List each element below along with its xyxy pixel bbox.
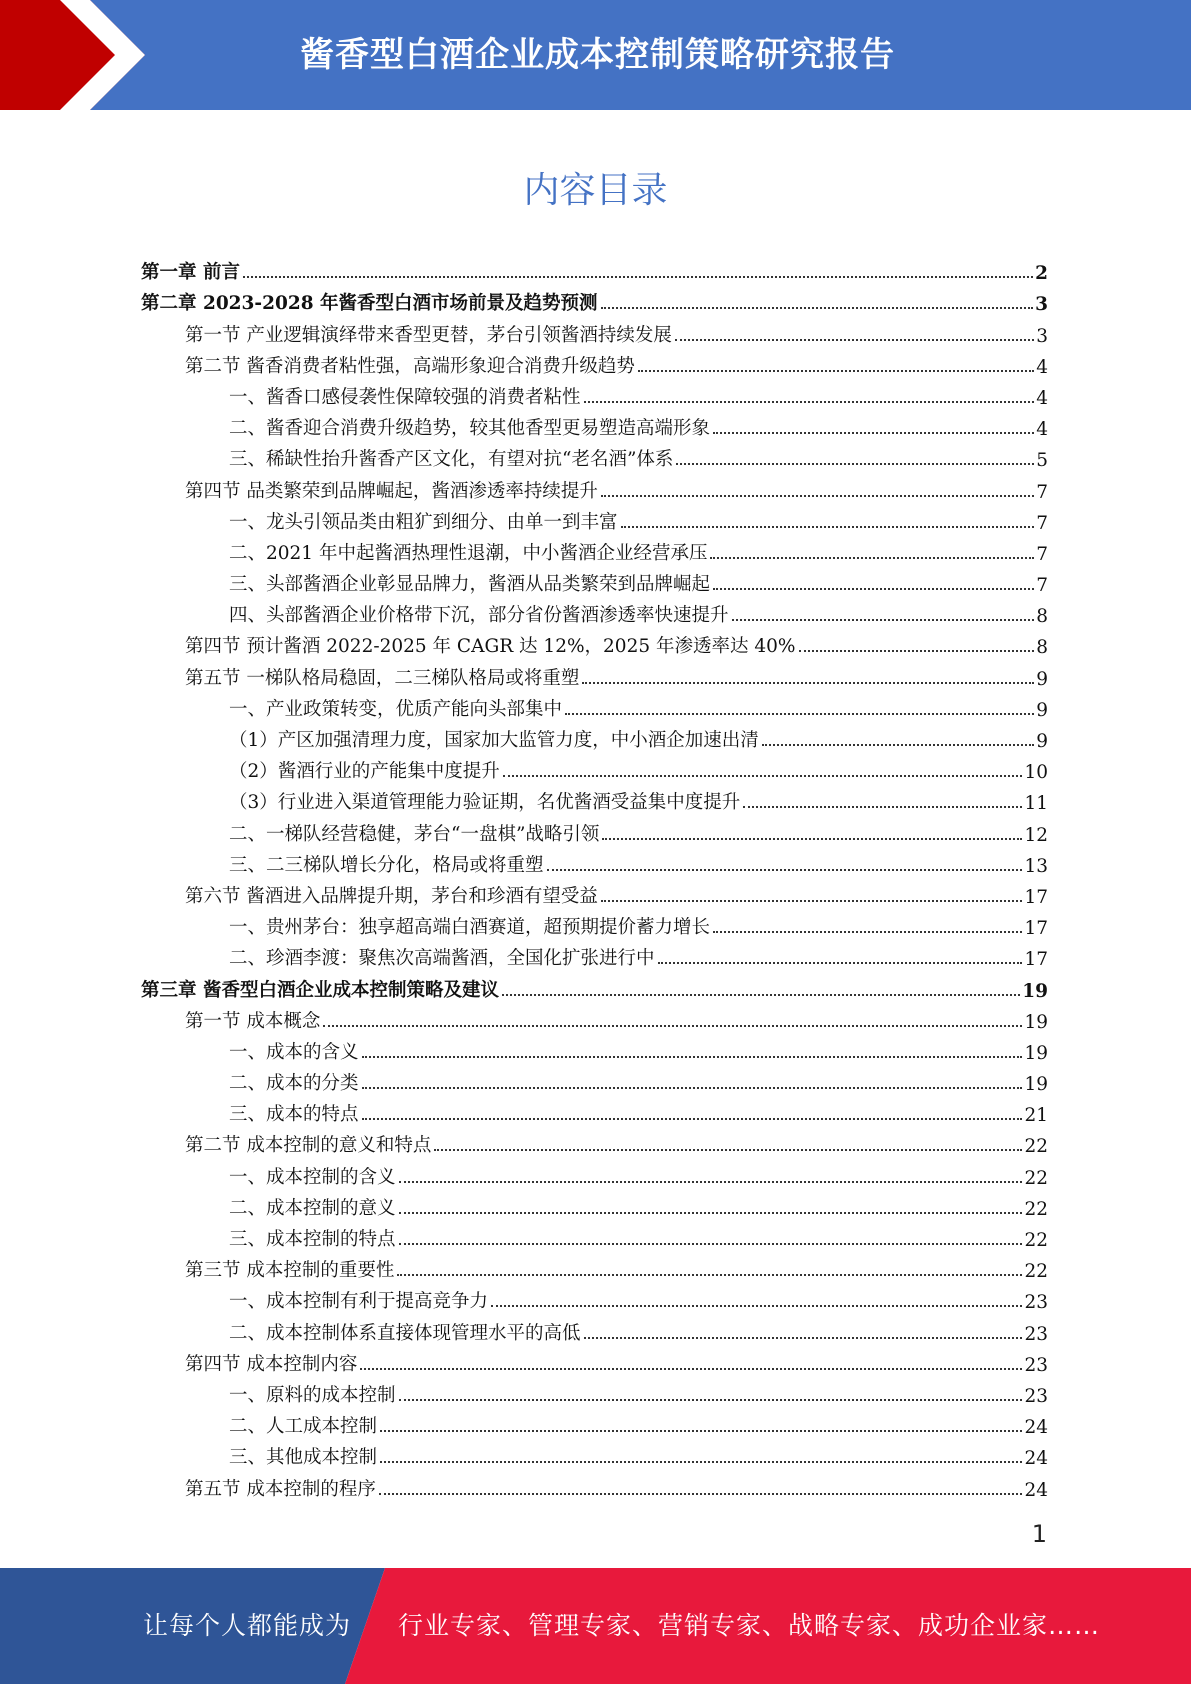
toc-entry-label: 一、成本控制的含义 <box>229 1166 396 1188</box>
toc-entry[interactable] <box>141 877 1048 908</box>
toc-entry-label: 二、人工成本控制 <box>229 1416 378 1438</box>
toc-entry[interactable] <box>141 284 1048 315</box>
toc-dot-leader <box>621 523 1035 528</box>
toc-dot-leader <box>713 585 1034 590</box>
toc-entry[interactable] <box>141 503 1048 534</box>
toc-entry-page: 4 <box>1036 419 1048 441</box>
toc-entry-page: 4 <box>1036 356 1048 378</box>
toc-entry[interactable] <box>141 814 1048 845</box>
toc-entry-page: 24 <box>1024 1448 1048 1470</box>
toc-entry[interactable] <box>141 1220 1048 1251</box>
table-of-contents <box>141 253 1048 1501</box>
toc-entry-page: 22 <box>1024 1261 1048 1283</box>
toc-entry-label: 一、贵州茅台：独享超高端白酒赛道，超预期提价蓄力增长 <box>229 917 711 939</box>
toc-entry-label: 一、成本的含义 <box>229 1041 359 1063</box>
toc-dot-leader <box>713 429 1034 434</box>
toc-entry-label: 一、龙头引领品类由粗犷到细分、由单一到丰富 <box>229 511 618 533</box>
toc-entry-page: 19 <box>1024 1074 1048 1096</box>
toc-entry-label: （2）酱酒行业的产能集中度提升 <box>229 761 500 783</box>
toc-entry-page: 7 <box>1036 512 1048 534</box>
toc-entry-page: 17 <box>1024 886 1048 908</box>
toc-entry-label: 一、酱香口感侵袭性保障较强的消费者粘性 <box>229 386 581 408</box>
toc-entry-page: 12 <box>1024 824 1048 846</box>
toc-entry-page: 7 <box>1036 575 1048 597</box>
toc-dot-leader <box>582 679 1034 684</box>
toc-entry[interactable] <box>141 970 1048 1001</box>
toc-entry-label: 二、珍酒李渡：聚焦次高端酱酒，全国化扩张进行中 <box>229 948 655 970</box>
toc-entry-label: 二、2021 年中起酱酒热理性退潮，中小酱酒企业经营承压 <box>229 542 708 564</box>
toc-entry-page: 19 <box>1024 1011 1048 1033</box>
toc-dot-leader <box>584 1334 1023 1339</box>
toc-dot-leader <box>602 835 1022 840</box>
toc-dot-leader <box>502 991 1020 996</box>
toc-dot-leader <box>503 772 1023 777</box>
toc-dot-leader <box>601 492 1034 497</box>
toc-entry[interactable] <box>141 1251 1048 1282</box>
footer-slogan-right: 行业专家、管理专家、营销专家、战略专家、成功企业家…… <box>398 1611 1101 1640</box>
report-header <box>0 0 1191 110</box>
toc-entry-label: 一、产业政策转变，优质产能向头部集中 <box>229 698 563 720</box>
toc-entry[interactable] <box>141 783 1048 814</box>
toc-dot-leader <box>362 1053 1023 1058</box>
toc-entry-label: 三、二三梯队增长分化，格局或将重塑 <box>229 854 544 876</box>
toc-entry[interactable] <box>141 1033 1048 1064</box>
toc-dot-leader <box>638 367 1034 372</box>
toc-dot-leader <box>243 273 1033 278</box>
toc-entry-page: 19 <box>1022 980 1048 1002</box>
toc-entry-label: 第二节 成本控制的意义和特点 <box>185 1135 432 1157</box>
toc-dot-leader <box>362 1084 1023 1089</box>
toc-dot-leader <box>399 1240 1023 1245</box>
toc-entry-label: 第五节 一梯队格局稳固，二三梯队格局或将重塑 <box>185 667 580 689</box>
toc-entry[interactable] <box>141 721 1048 752</box>
toc-entry[interactable] <box>141 1126 1048 1157</box>
toc-entry-label: 三、稀缺性抬升酱香产区文化，有望对抗“老名酒”体系 <box>229 449 674 471</box>
toc-entry[interactable] <box>141 471 1048 502</box>
page-number: 1 <box>1031 1520 1047 1548</box>
toc-entry-page: 22 <box>1024 1136 1048 1158</box>
toc-entry[interactable] <box>141 908 1048 939</box>
toc-entry-label: 第三章 酱香型白酒企业成本控制策略及建议 <box>141 979 499 1001</box>
toc-entry-page: 19 <box>1024 1042 1048 1064</box>
toc-dot-leader <box>360 1365 1022 1370</box>
toc-entry-label: 三、头部酱酒企业彰显品牌力，酱酒从品类繁荣到品牌崛起 <box>229 574 711 596</box>
toc-entry-label: （1）产区加强清理力度，国家加大监管力度，中小酒企加速出清 <box>229 730 759 751</box>
toc-entry-label: 第一节 产业逻辑演绎带来香型更替，茅台引领酱酒持续发展 <box>185 324 672 346</box>
toc-entry-label: 第四节 品类繁荣到品牌崛起，酱酒渗透率持续提升 <box>185 480 598 502</box>
toc-entry-label: 第五节 成本控制的程序 <box>185 1478 376 1500</box>
toc-entry[interactable] <box>141 1376 1048 1407</box>
toc-entry[interactable] <box>141 1095 1048 1126</box>
toc-dot-leader <box>713 928 1022 933</box>
footer-slogan-left: 让每个人都能成为 <box>143 1611 352 1640</box>
toc-entry-page: 11 <box>1024 793 1048 815</box>
toc-dot-leader <box>323 1022 1022 1027</box>
toc-entry-label: 第一节 成本概念 <box>185 1010 321 1032</box>
toc-entry[interactable] <box>141 1064 1048 1095</box>
toc-heading: 内容目录 <box>523 170 668 211</box>
toc-entry-page: 5 <box>1036 450 1048 472</box>
toc-entry-label: 第二章 2023-2028 年酱香型白酒市场前景及趋势预测 <box>141 293 598 315</box>
toc-dot-leader <box>547 866 1023 871</box>
toc-entry[interactable] <box>141 752 1048 783</box>
toc-entry-page: 9 <box>1036 668 1048 690</box>
toc-entry[interactable] <box>141 596 1048 627</box>
toc-dot-leader <box>710 554 1034 559</box>
toc-entry[interactable] <box>141 534 1048 565</box>
toc-entry-label: 三、成本的特点 <box>229 1104 359 1126</box>
toc-dot-leader <box>762 741 1034 746</box>
toc-entry-label: （3）行业进入渠道管理能力验证期，名优酱酒受益集中度提升 <box>229 792 741 814</box>
toc-entry-page: 22 <box>1024 1167 1048 1189</box>
toc-dot-leader <box>380 1458 1022 1463</box>
toc-entry[interactable] <box>141 1189 1048 1220</box>
toc-entry[interactable] <box>141 1407 1048 1438</box>
toc-entry-label: 第一章 前言 <box>141 262 240 284</box>
toc-entry-label: 四、头部酱酒企业价格带下沉，部分省份酱酒渗透率快速提升 <box>229 605 729 627</box>
toc-dot-leader <box>491 1302 1022 1307</box>
toc-dot-leader <box>397 1271 1022 1276</box>
toc-entry-label: 第六节 酱酒进入品牌提升期，茅台和珍酒有望受益 <box>185 885 598 907</box>
toc-dot-leader <box>399 1178 1023 1183</box>
toc-entry[interactable] <box>141 690 1048 721</box>
toc-entry[interactable] <box>141 409 1048 440</box>
toc-dot-leader <box>676 460 1034 465</box>
toc-entry[interactable] <box>141 1002 1048 1033</box>
toc-entry[interactable] <box>141 658 1048 689</box>
toc-entry-label: 二、成本的分类 <box>229 1073 359 1095</box>
toc-entry-page: 23 <box>1024 1292 1048 1314</box>
toc-entry-page: 9 <box>1036 699 1048 721</box>
toc-dot-leader <box>362 1115 1023 1120</box>
toc-dot-leader <box>658 959 1023 964</box>
toc-entry[interactable] <box>141 440 1048 471</box>
toc-entry[interactable] <box>141 1345 1048 1376</box>
toc-entry-page: 3 <box>1036 325 1048 347</box>
toc-entry-label: 二、一梯队经营稳健，茅台“一盘棋”战略引领 <box>229 823 600 845</box>
toc-dot-leader <box>601 304 1034 309</box>
toc-entry-label: 三、成本控制的特点 <box>229 1229 396 1250</box>
toc-entry-label: 一、成本控制有利于提高竞争力 <box>229 1291 489 1313</box>
toc-dot-leader <box>434 1146 1022 1151</box>
toc-dot-leader <box>399 1209 1023 1214</box>
toc-entry-page: 17 <box>1024 918 1048 940</box>
header-arrow-decoration <box>0 0 160 110</box>
toc-entry-page: 7 <box>1036 543 1048 565</box>
toc-entry[interactable] <box>141 1469 1048 1500</box>
toc-dot-leader <box>743 803 1022 808</box>
toc-entry[interactable] <box>141 347 1048 378</box>
toc-entry-page: 21 <box>1024 1105 1048 1127</box>
toc-entry[interactable] <box>141 378 1048 409</box>
toc-entry[interactable] <box>141 846 1048 877</box>
toc-entry[interactable] <box>141 939 1048 970</box>
toc-entry-page: 24 <box>1024 1417 1048 1439</box>
toc-entry-label: 第四节 成本控制内容 <box>185 1353 358 1375</box>
toc-entry-page: 22 <box>1024 1230 1048 1251</box>
toc-entry-label: 三、其他成本控制 <box>229 1447 378 1469</box>
toc-entry-page: 8 <box>1036 637 1048 659</box>
toc-dot-leader <box>399 1396 1023 1401</box>
toc-entry-label: 二、成本控制的意义 <box>229 1197 396 1219</box>
toc-entry[interactable] <box>141 627 1048 658</box>
toc-entry-label: 一、原料的成本控制 <box>229 1384 396 1406</box>
toc-entry-page: 7 <box>1036 481 1048 503</box>
toc-entry-page: 24 <box>1024 1479 1048 1501</box>
toc-entry-page: 4 <box>1036 387 1048 409</box>
toc-dot-leader <box>601 897 1023 902</box>
toc-dot-leader <box>799 647 1035 652</box>
toc-entry-page: 8 <box>1036 606 1048 628</box>
toc-entry-label: 第三节 成本控制的重要性 <box>185 1260 395 1282</box>
toc-entry-page: 13 <box>1024 855 1048 877</box>
toc-dot-leader <box>379 1490 1023 1495</box>
toc-dot-leader <box>565 710 1034 715</box>
toc-entry[interactable] <box>141 1157 1048 1188</box>
toc-entry[interactable] <box>141 1313 1048 1344</box>
toc-entry-page: 2 <box>1035 263 1048 285</box>
toc-dot-leader <box>380 1427 1022 1432</box>
toc-entry-page: 22 <box>1024 1198 1048 1220</box>
toc-entry[interactable] <box>141 253 1048 284</box>
toc-dot-leader <box>732 616 1035 621</box>
toc-entry-page: 9 <box>1036 731 1048 752</box>
toc-entry-label: 二、成本控制体系直接体现管理水平的高低 <box>229 1322 581 1344</box>
toc-entry[interactable] <box>141 565 1048 596</box>
toc-entry-label: 二、酱香迎合消费升级趋势，较其他香型更易塑造高端形象 <box>229 418 711 440</box>
report-title: 酱香型白酒企业成本控制策略研究报告 <box>300 35 895 75</box>
toc-entry-page: 17 <box>1024 949 1048 971</box>
footer-banner <box>0 1568 1191 1684</box>
toc-entry-label: 第二节 酱香消费者粘性强，高端形象迎合消费升级趋势 <box>185 355 635 377</box>
toc-entry[interactable] <box>141 1438 1048 1469</box>
toc-entry-page: 23 <box>1024 1354 1048 1376</box>
toc-entry[interactable] <box>141 1282 1048 1313</box>
toc-entry-page: 23 <box>1024 1323 1048 1345</box>
toc-entry[interactable] <box>141 315 1048 346</box>
toc-entry-label: 第四节 预计酱酒 2022-2025 年 CAGR 达 12%，2025 年渗透率达 40% <box>185 636 796 658</box>
toc-entry-page: 23 <box>1024 1385 1048 1407</box>
toc-entry-page: 10 <box>1024 762 1048 784</box>
toc-dot-leader <box>675 336 1034 341</box>
toc-dot-leader <box>584 398 1035 403</box>
toc-entry-page: 3 <box>1035 294 1048 316</box>
